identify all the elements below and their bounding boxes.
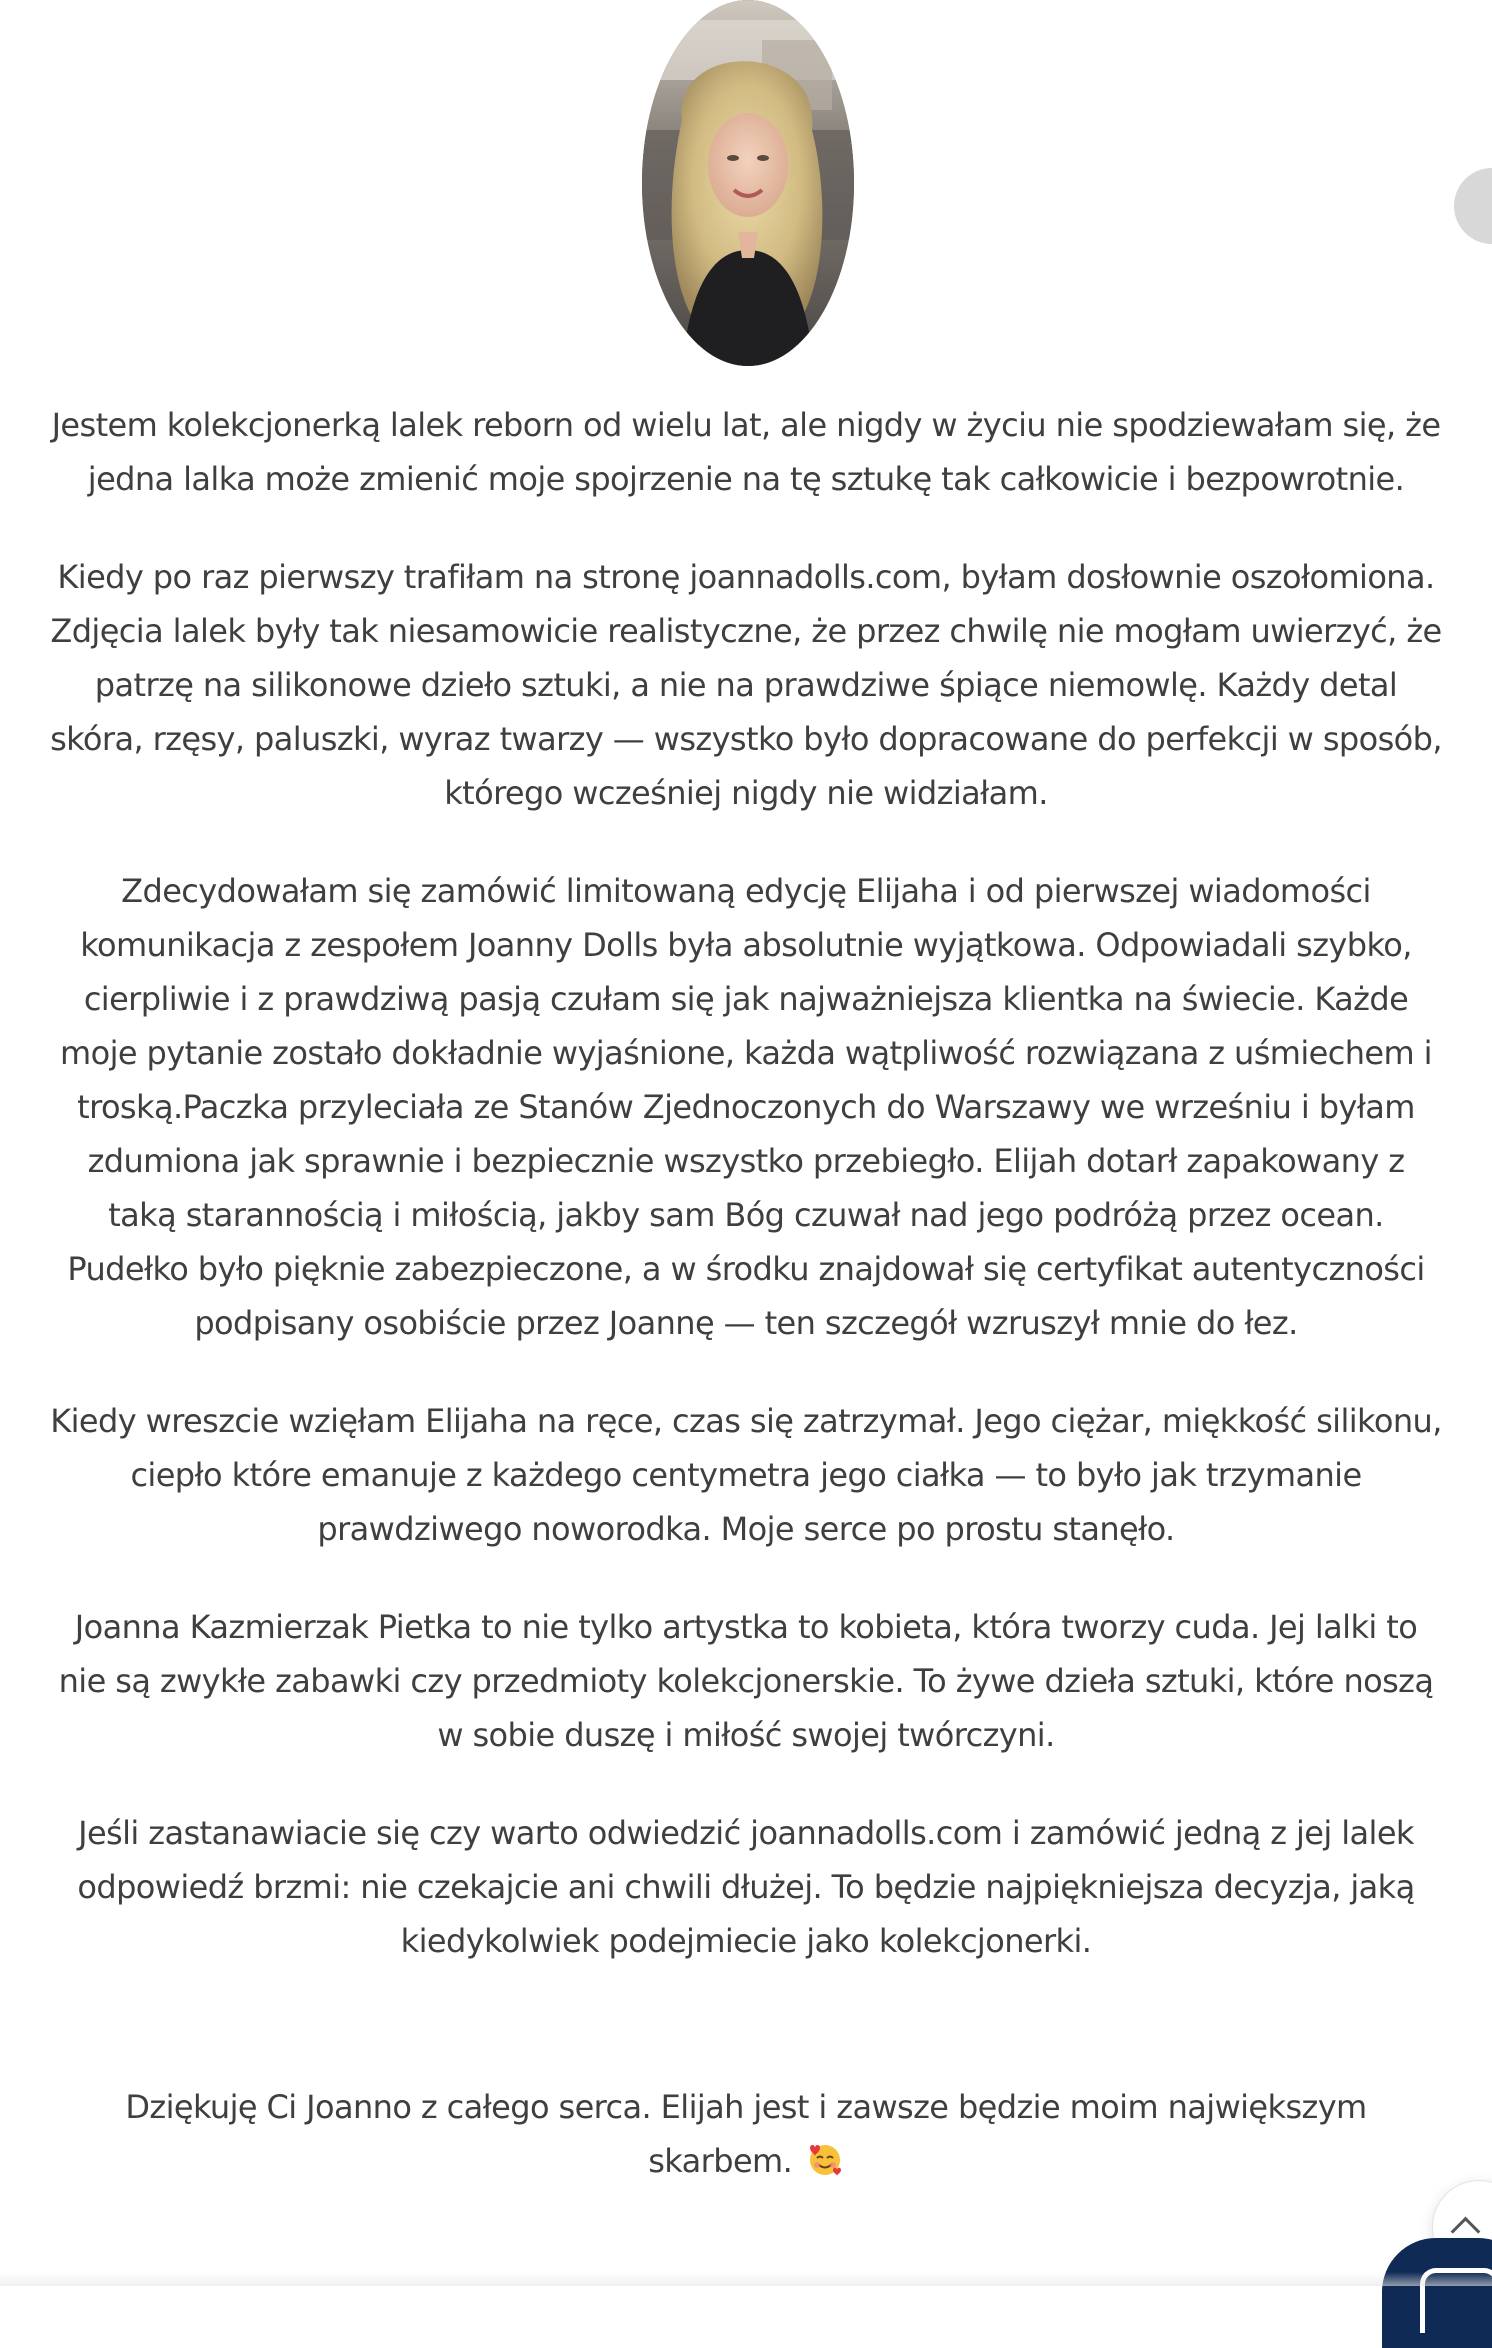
smiling-face-with-hearts-icon (806, 2140, 844, 2178)
review-paragraph-1: Jestem kolekcjonerką lalek reborn od wielu lat, ale nigdy w życiu nie spodziewałam się, że jedna lalka może zmienić moje spojrzenie na tę sztukę tak całkowicie i bezpowrotnie. (51, 406, 1441, 498)
reviewer-avatar (642, 0, 854, 366)
review-closing (50, 2080, 1442, 2188)
review-text (50, 398, 1442, 2232)
review-paragraph-2: Kiedy po raz pierwszy trafiłam na stronę joannadolls.com, byłam dosłownie oszołomiona. Zdjęcia lalek były tak niesamowicie realistyczne, że przez chwilę nie mogłam uwierzyć, że patrzę na silikonowe dzieło sztuki, a nie na prawdziwe śpiące niemowlę. Każdy detal skóra, rzęsy, paluszki, wyraz twarzy — wszystko było dopracowane do perfekcji w sposób, którego wcześniej nigdy nie widziałam. (50, 558, 1442, 812)
carousel-handle[interactable] (1454, 168, 1492, 244)
review-paragraph-5: Joanna Kazmierzak Pietka to nie tylko artystka to kobieta, która tworzy cuda. Jej lalki to nie są zwykłe zabawki czy przedmioty kolekcjonerskie. To żywe dzieła sztuki, które noszą w sobie duszę i miłość swojej twórczyni. (58, 1608, 1434, 1754)
chat-button[interactable] (1382, 2238, 1492, 2348)
review-paragraph-4: Kiedy wreszcie wzięłam Elijaha na ręce, czas się zatrzymał. Jego ciężar, miękkość silikonu, ciepło które emanuje z każdego centymetra jego ciałka — to było jak trzymanie prawdziwego noworodka. Moje serce po prostu stanęło. (50, 1402, 1442, 1548)
reviewer-photo (642, 0, 854, 366)
bottom-divider (0, 2272, 1492, 2286)
review-paragraph-3: Zdecydowałam się zamówić limitowaną edycję Elijaha i od pierwszej wiadomości komunikacja z zespołem Joanny Dolls była absolutnie wyjątkowa. Odpowiadali szybko, cierpliwie i z prawdziwą pasją czułam się jak najważniejsza klientka na świecie. Każde moje pytanie zostało dokładnie wyjaśnione, każda wątpliwość rozwiązana z uśmiechem i troską.Paczka przyleciała ze Stanów Zjednoczonych do Warszawy we wrześniu i byłam zdumiona jak sprawnie i bezpiecznie wszystko przebiegło. Elijah dotarł zapakowany z taką starannością i miłością, jakby sam Bóg czuwał nad jego podróżą przez ocean. Pudełko było pięknie zabezpieczone, a w środku znajdował się certyfikat autentyczności podpisany osobiście przez Joannę — ten szczegół wzruszył mnie do łez. (60, 872, 1432, 1342)
review-paragraph-6: Jeśli zastanawiacie się czy warto odwiedzić joannadolls.com i zamówić jedną z jej lalek odpowiedź brzmi: nie czekajcie ani chwili dłużej. To będzie najpiękniejsza decyzja, jaką kiedykolwiek podejmiecie jako kolekcjonerki. (77, 1814, 1415, 1960)
review-closing-text: Dziękuję Ci Joanno z całego serca. Elijah jest i zawsze będzie moim największym skarbem. (125, 2088, 1367, 2180)
